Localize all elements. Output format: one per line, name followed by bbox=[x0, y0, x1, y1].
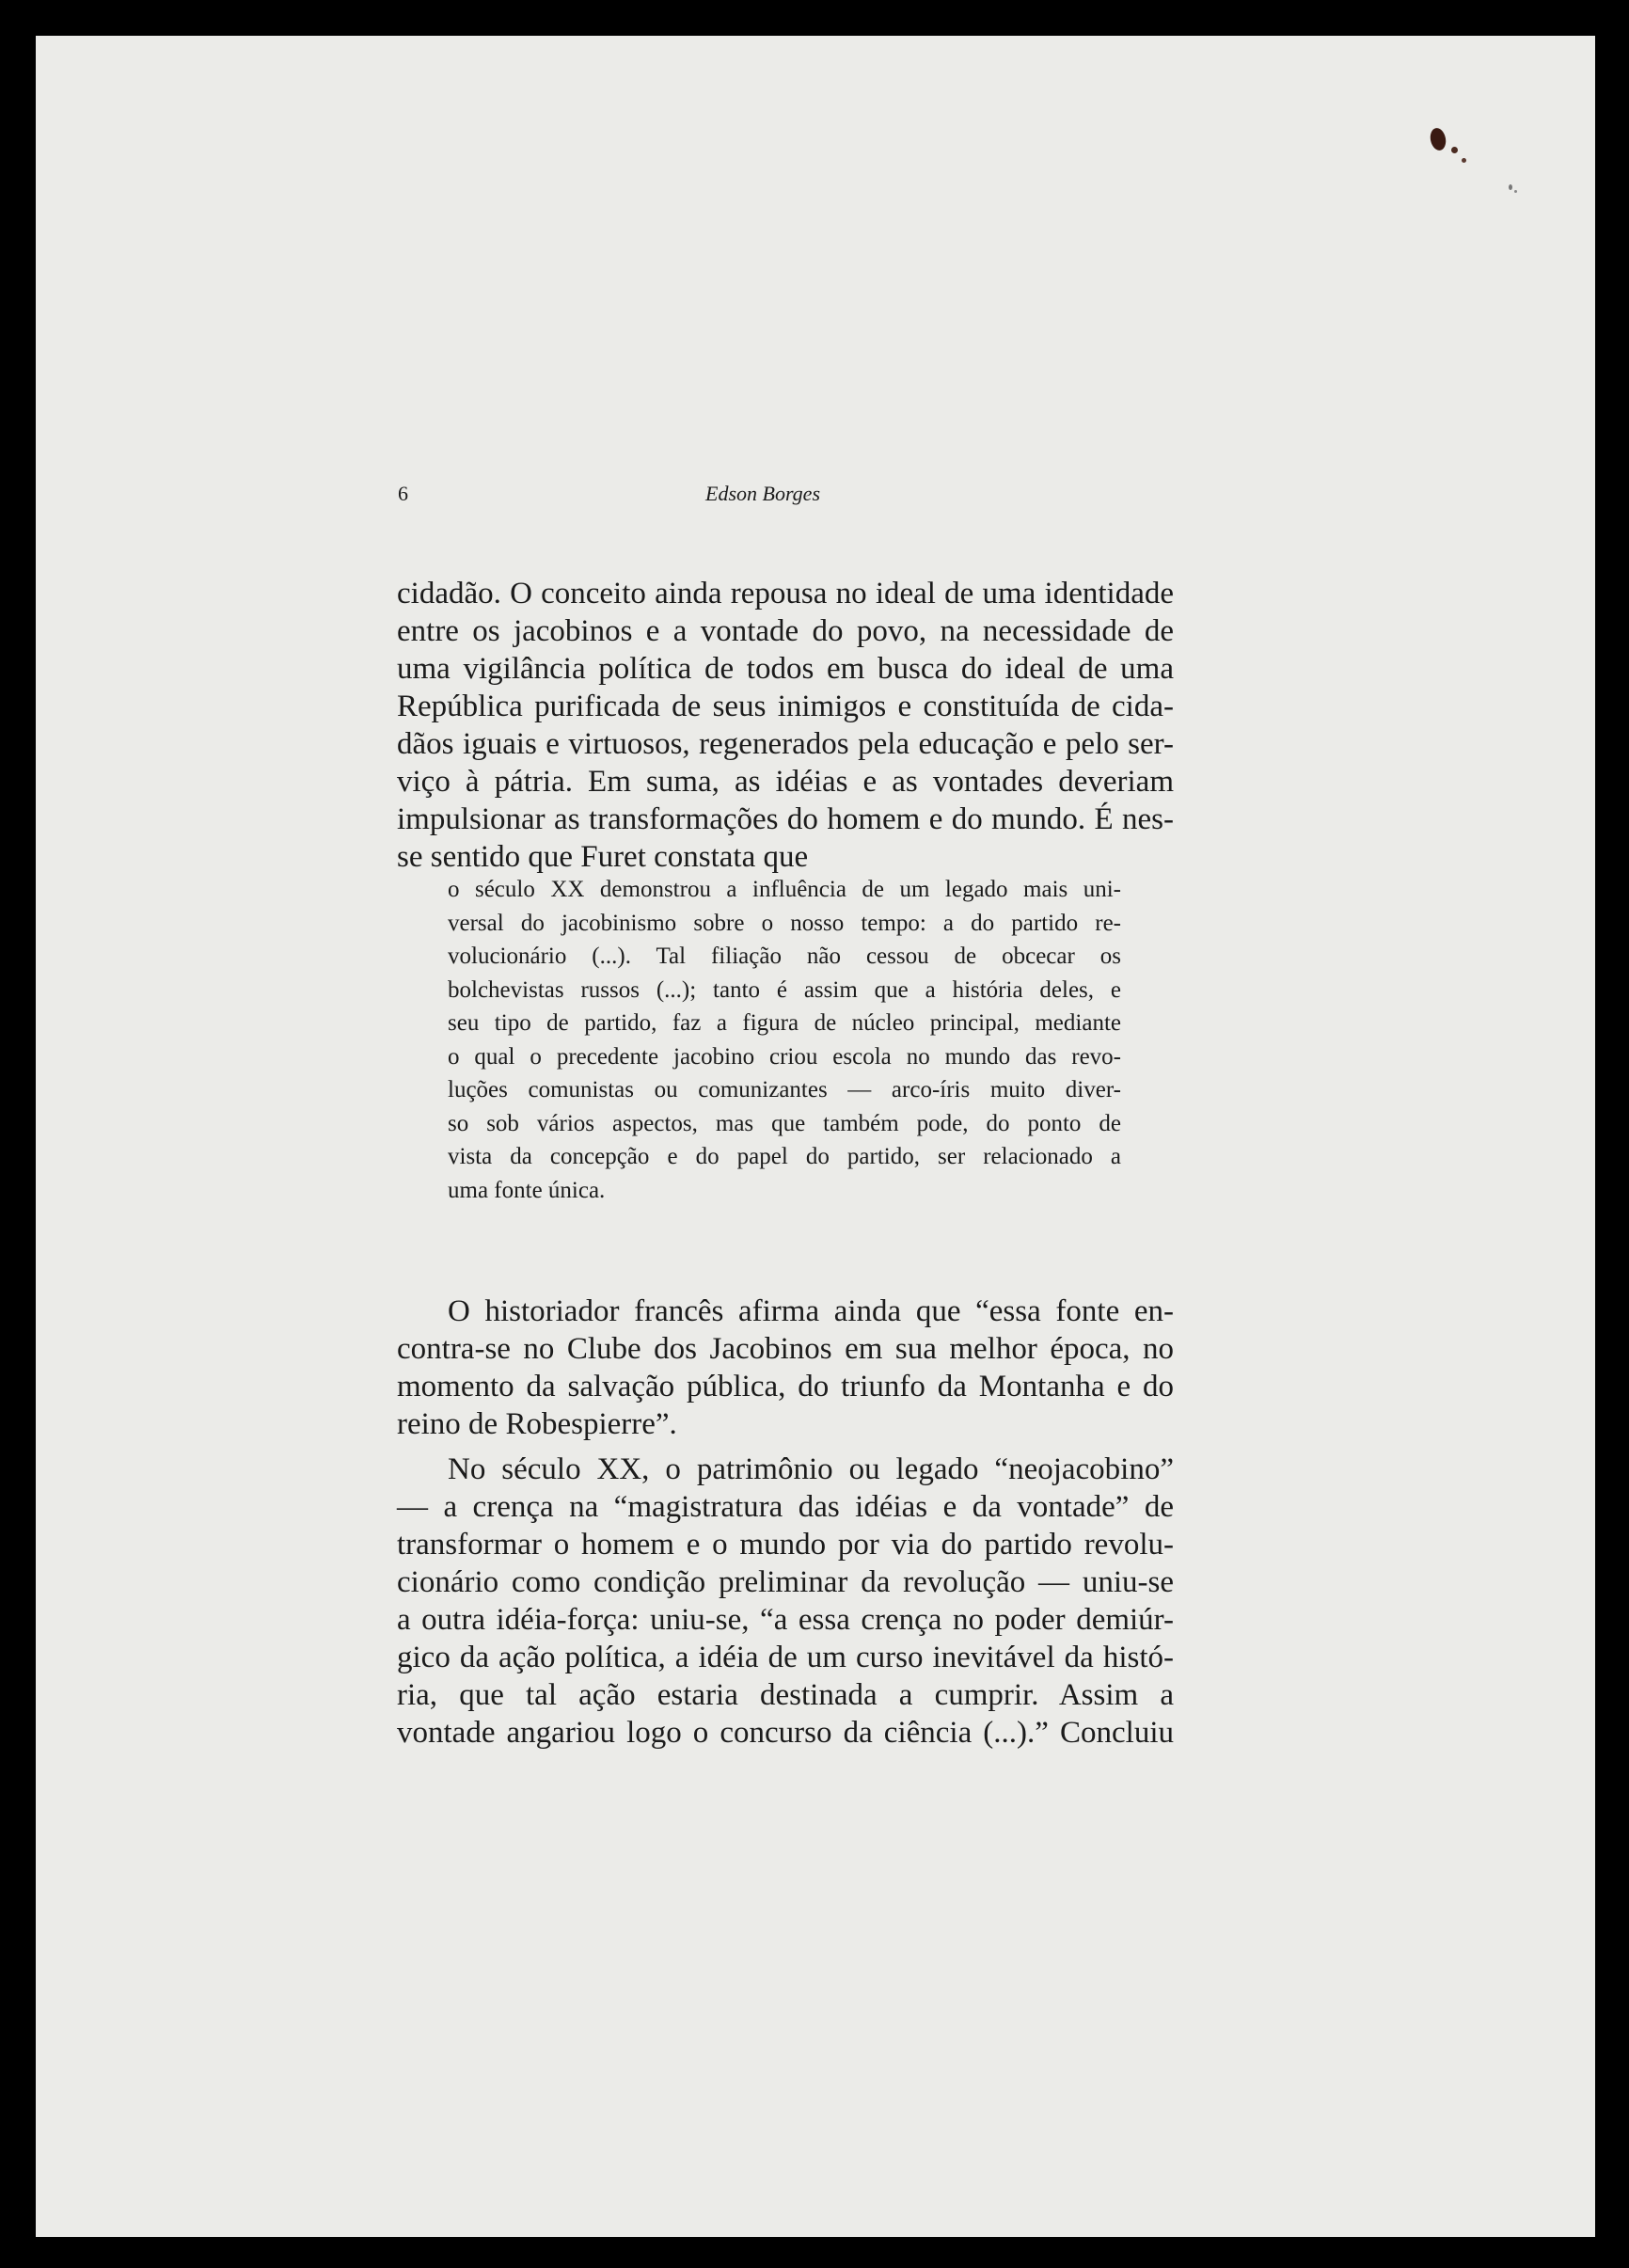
running-head-author: Edson Borges bbox=[705, 482, 821, 505]
quote-line: seu tipo de partido, faz a figura de núcleo principal, mediante bbox=[448, 1010, 1121, 1036]
text-line: vontade angariou logo o concurso da ciência (...).” Concluiu bbox=[397, 1716, 1174, 1750]
ink-stain-mark bbox=[1429, 127, 1448, 152]
quote-line: o século XX demonstrou a influência de um legado mais uni- bbox=[448, 877, 1121, 902]
text-line: uma vigilância política de todos em busca do ideal de uma bbox=[397, 652, 1174, 686]
text-line: O historiador francês afirma ainda que “essa fonte en- bbox=[448, 1294, 1174, 1328]
text-line: impulsionar as transformações do homem e do mundo. É nes- bbox=[397, 802, 1174, 836]
text-line: No século XX, o patrimônio ou legado “neojacobino” bbox=[448, 1452, 1174, 1486]
text-line: contra-se no Clube dos Jacobinos em sua melhor época, no bbox=[397, 1332, 1174, 1366]
paragraph-3 bbox=[397, 1451, 1174, 1752]
ink-stain-mark bbox=[1509, 184, 1512, 190]
quote-line: vista da concepção e do papel do partido, ser relacionado a bbox=[448, 1144, 1121, 1169]
text-line: cionário como condição preliminar da revolução — uniu-se bbox=[397, 1565, 1174, 1599]
text-line: República purificada de seus inimigos e constituída de cida- bbox=[397, 690, 1174, 723]
quote-line: versal do jacobinismo sobre o nosso tempo: a do partido re- bbox=[448, 910, 1121, 936]
text-line: cidadão. O conceito ainda repousa no ideal de uma identidade bbox=[397, 577, 1174, 611]
text-line: reino de Robespierre”. bbox=[397, 1407, 677, 1441]
text-line: momento da salvação pública, do triunfo da Montanha e do bbox=[397, 1370, 1174, 1404]
page-number: 6 bbox=[398, 482, 408, 505]
text-line: ria, que tal ação estaria destinada a cumprir. Assim a bbox=[397, 1678, 1174, 1712]
quote-line: bolchevistas russos (...); tanto é assim que a história deles, e bbox=[448, 976, 1121, 1003]
quote-line: luções comunistas ou comunizantes — arco-íris muito diver- bbox=[448, 1077, 1121, 1102]
text-line: dãos iguais e virtuosos, regenerados pela educação e pelo ser- bbox=[397, 727, 1174, 761]
text-line: viço à pátria. Em suma, as idéias e as vontades deveriam bbox=[397, 765, 1174, 799]
quote-line: so sob vários aspectos, mas que também pode, do ponto de bbox=[448, 1110, 1121, 1136]
ink-stain-mark bbox=[1451, 147, 1458, 153]
text-line: a outra idéia-força: uniu-se, “a essa crença no poder demiúr- bbox=[397, 1603, 1174, 1637]
paragraph-1 bbox=[397, 575, 1174, 876]
text-line: se sentido que Furet constata que bbox=[397, 840, 809, 874]
block-quotation bbox=[448, 873, 1121, 1207]
quote-line: volucionário (...). Tal filiação não cessou de obcecar os bbox=[448, 944, 1121, 969]
text-line: entre os jacobinos e a vontade do povo, na necessidade de bbox=[397, 614, 1174, 648]
ink-stain-mark bbox=[1514, 190, 1517, 193]
quote-line: o qual o precedente jacobino criou escola no mundo das revo- bbox=[448, 1043, 1121, 1070]
ink-stain-mark bbox=[1462, 158, 1466, 163]
text-line: gico da ação política, a idéia de um curso inevitável da histó- bbox=[397, 1641, 1174, 1674]
text-line: — a crença na “magistratura das idéias e da vontade” de bbox=[397, 1490, 1174, 1524]
quote-line: uma fonte única. bbox=[448, 1177, 606, 1203]
text-line: transformar o homem e o mundo por via do partido revolu- bbox=[397, 1528, 1174, 1562]
paragraph-2 bbox=[397, 1293, 1174, 1443]
